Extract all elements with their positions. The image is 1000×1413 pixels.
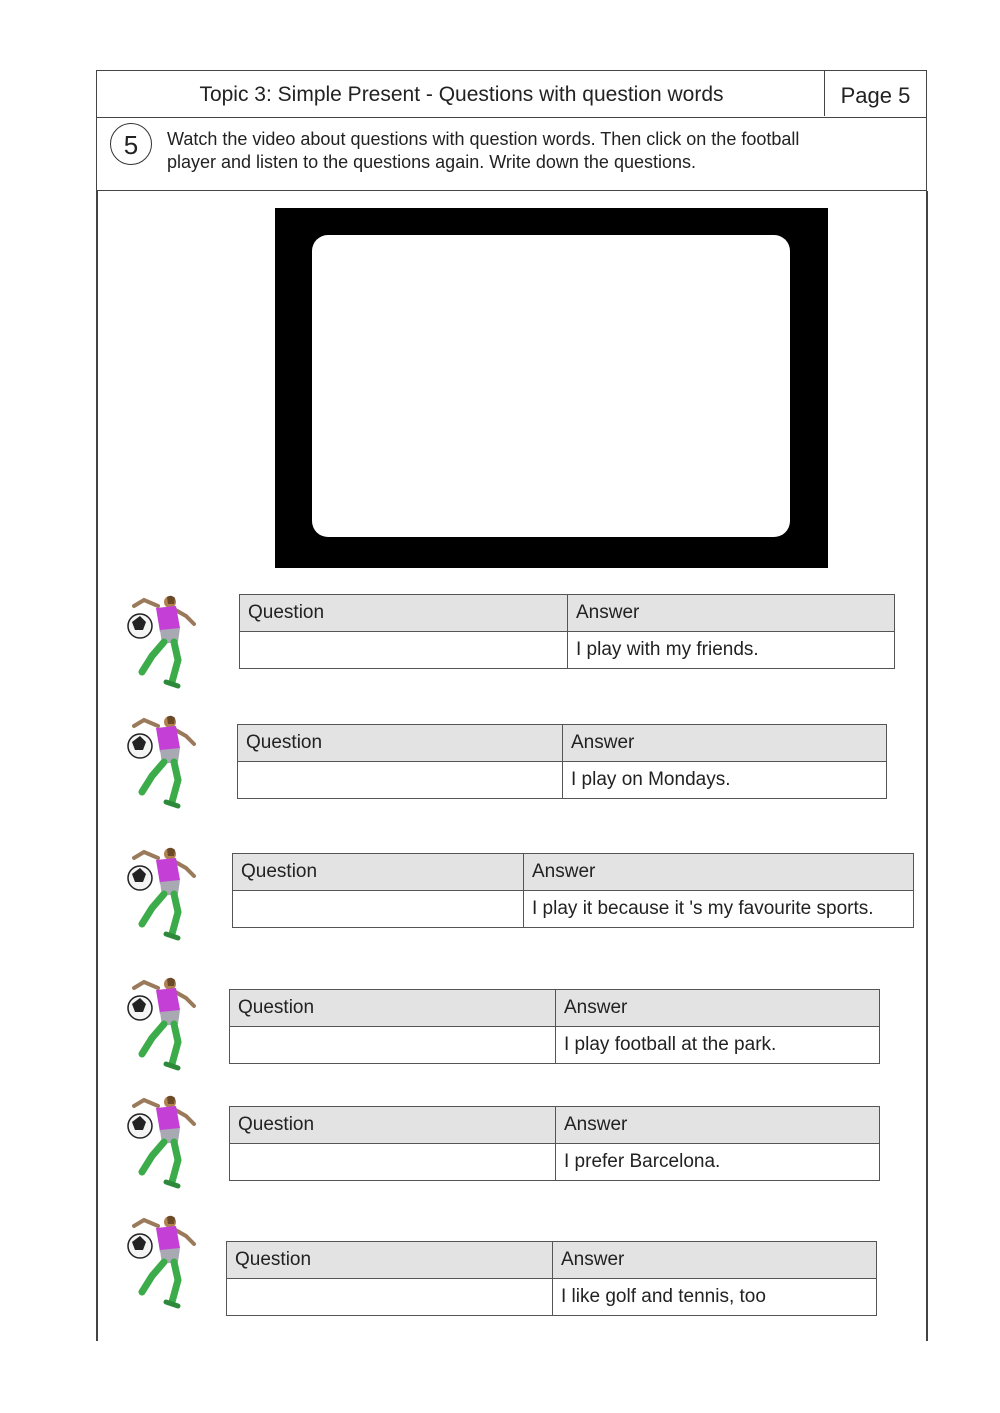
football-player-icon[interactable]	[124, 714, 204, 814]
qa-table-4	[229, 989, 880, 1064]
question-header: Question	[233, 854, 524, 891]
answer-header: Answer	[556, 990, 880, 1027]
football-player-icon[interactable]	[124, 976, 204, 1076]
question-input[interactable]	[230, 1144, 556, 1181]
question-header: Question	[230, 1107, 556, 1144]
answer-cell: I play on Mondays.	[563, 762, 887, 799]
video-screen[interactable]	[312, 235, 790, 537]
border-left	[96, 191, 98, 1341]
question-input[interactable]	[240, 632, 568, 669]
answer-header: Answer	[568, 595, 895, 632]
answer-header: Answer	[524, 854, 914, 891]
topic-title: Topic 3: Simple Present - Questions with question words	[199, 83, 724, 106]
football-player-icon[interactable]	[124, 1094, 204, 1194]
answer-header: Answer	[553, 1242, 877, 1279]
qa-table-1	[239, 594, 895, 669]
worksheet-header	[96, 70, 927, 118]
qa-table-3	[232, 853, 914, 928]
answer-cell: I like golf and tennis, too	[553, 1279, 877, 1316]
question-header: Question	[238, 725, 563, 762]
exercise-number: 5	[110, 123, 152, 165]
instruction-text	[167, 128, 907, 174]
answer-cell: I prefer Barcelona.	[556, 1144, 880, 1181]
qa-table-6	[226, 1241, 877, 1316]
question-header: Question	[230, 990, 556, 1027]
question-input[interactable]	[227, 1279, 553, 1316]
video-player[interactable]	[275, 208, 828, 568]
instruction-line-2: player and listen to the questions again. Write down the questions.	[167, 152, 696, 172]
qa-table-5	[229, 1106, 880, 1181]
football-player-icon[interactable]	[124, 1214, 204, 1314]
answer-cell: I play it because it 's my favourite sports.	[524, 891, 914, 928]
exercise-instruction	[96, 118, 927, 191]
page-number: Page 5	[824, 71, 926, 116]
answer-header: Answer	[556, 1107, 880, 1144]
question-input[interactable]	[230, 1027, 556, 1064]
qa-table-2	[237, 724, 887, 799]
instruction-line-1: Watch the video about questions with question words. Then click on the football	[167, 129, 800, 149]
football-player-icon[interactable]	[124, 594, 204, 694]
question-input[interactable]	[238, 762, 563, 799]
border-right	[926, 191, 928, 1341]
answer-cell: I play football at the park.	[556, 1027, 880, 1064]
football-player-icon[interactable]	[124, 846, 204, 946]
answer-cell: I play with my friends.	[568, 632, 895, 669]
question-header: Question	[240, 595, 568, 632]
question-header: Question	[227, 1242, 553, 1279]
question-input[interactable]	[233, 891, 524, 928]
answer-header: Answer	[563, 725, 887, 762]
